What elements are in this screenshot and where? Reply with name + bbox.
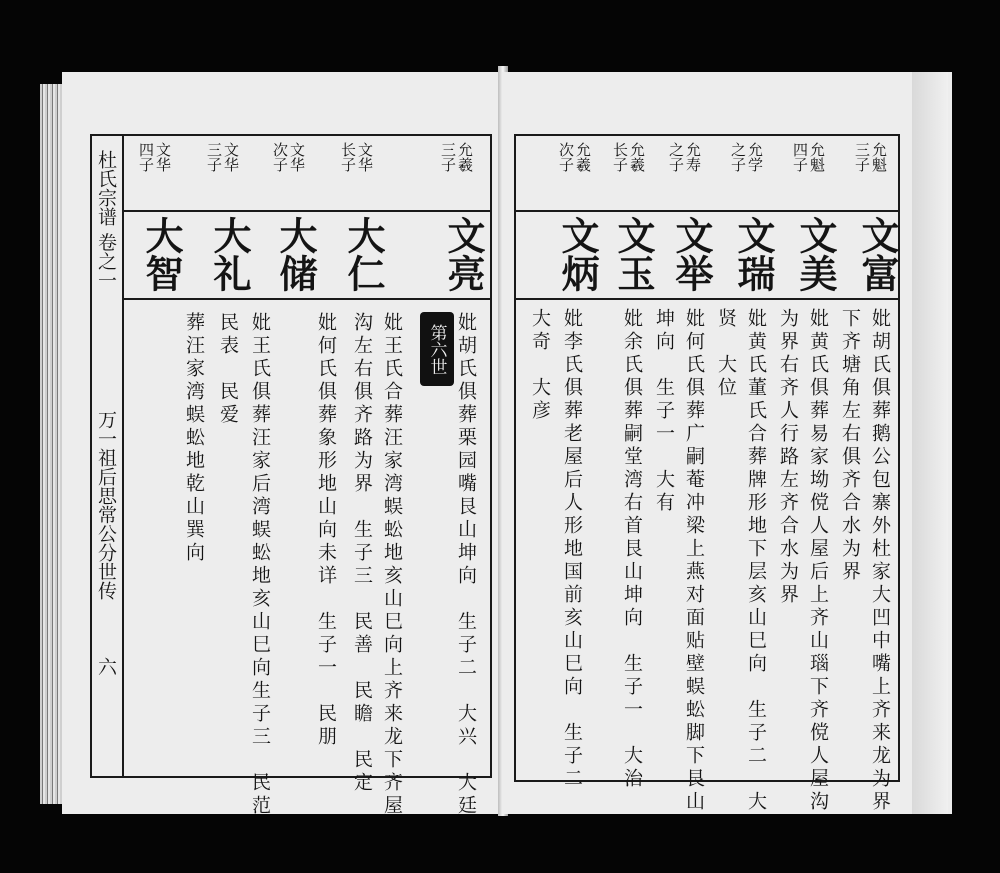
ancestor-name: 文瑞 [731,216,776,292]
entry-text: 妣何氏俱葬象形地山向未详 生子一 民朋 [315,312,337,749]
entry-text: 妣胡氏俱葬鹅公包寨外杜家大凹中嘴上齐来龙为界 [869,308,891,814]
parent-label [440,142,472,172]
parent-name: 允学 [746,142,764,172]
entry-text: 下齐塘角左右俱齐合水为界 [839,308,861,584]
parent-relation: 长子 [339,142,357,172]
left-header-rule [122,210,490,212]
ancestor-name: 文美 [793,216,838,292]
entry-text: 沟左右俱齐路为界 生子三 民善 民瞻 民定 [351,312,373,795]
section-title: 万一祖后思常公分世传 [95,410,117,600]
entry-text: 妣李氏俱葬老屋后人形地国前亥山巳向 生子二 [561,308,583,791]
parent-label [138,142,170,172]
parent-relation: 四子 [137,142,155,172]
parent-label [206,142,238,172]
parent-label [340,142,372,172]
ancestor-name: 文亮 [441,216,486,292]
parent-relation: 次子 [557,142,575,172]
parent-relation: 长子 [611,142,629,172]
parent-name: 文华 [356,142,374,172]
next-page-strip [912,72,948,814]
parent-relation: 次子 [271,142,289,172]
entry-text: 妣黄氏俱葬易家坳傥人屋后上齐山瑙下齐傥人屋沟 [807,308,829,814]
right-name-rule [514,298,898,300]
parent-label [668,142,700,172]
page-edges [40,84,64,804]
right-page [502,72,952,814]
parent-label [792,142,824,172]
entry-text: 为界右齐人行路左齐合水为界 [777,308,799,607]
parent-label [558,142,590,172]
entry-text: 葬汪家湾蜈蚣地乾山巽向 [183,312,205,565]
parent-relation: 三子 [439,142,457,172]
ancestor-name: 文炳 [555,216,600,292]
entry-text: 妣何氏俱葬广嗣菴冲梁上燕对面贴壁蜈蚣脚下艮山 [683,308,705,814]
parent-label [730,142,762,172]
entry-text: 妣胡氏俱葬栗园嘴艮山坤向 生子二 大兴 大廷 [455,312,477,818]
book-title: 杜氏宗谱 卷之一 [95,150,117,290]
ancestor-name: 大礼 [207,216,252,292]
ancestor-name: 大储 [273,216,318,292]
ancestor-name: 文玉 [611,216,656,292]
parent-relation: 之子 [667,142,685,172]
parent-label [272,142,304,172]
entry-text: 妣王氏俱葬汪家后湾蜈蚣地亥山巳向生子三 民范 [249,312,271,818]
parent-name: 文华 [288,142,306,172]
left-name-rule [122,298,490,300]
entry-text: 妣余氏俱葬嗣堂湾右首艮山坤向 生子一 大治 [621,308,643,791]
generation-badge: 第六世 [420,312,454,386]
parent-name: 允寿 [684,142,702,172]
parent-relation: 四子 [791,142,809,172]
parent-label [854,142,886,172]
page-number: 六 [95,657,117,676]
parent-relation: 三子 [853,142,871,172]
ancestor-name: 大仁 [341,216,386,292]
ancestor-name: 大智 [139,216,184,292]
ancestor-name: 文举 [669,216,714,292]
parent-label [612,142,644,172]
parent-name: 允魁 [870,142,888,172]
entry-text: 坤向 生子一 大有 [653,308,675,515]
parent-name: 允羲 [628,142,646,172]
genealogy-book [40,62,960,822]
entry-text: 大奇 大彦 [529,308,551,423]
parent-name: 允羲 [574,142,592,172]
parent-name: 允羲 [456,142,474,172]
left-page [62,72,502,818]
right-header-rule [514,210,898,212]
parent-relation: 之子 [729,142,747,172]
parent-name: 文华 [154,142,172,172]
parent-name: 允魁 [808,142,826,172]
ancestor-name: 文富 [855,216,900,292]
left-spine-rule [122,134,124,776]
entry-text: 民表 民爱 [217,312,239,427]
entry-text: 贤 大位 [715,308,737,400]
parent-name: 文华 [222,142,240,172]
entry-text: 妣黄氏董氏合葬牌形地下层亥山巳向 生子二 大 [745,308,767,814]
entry-text: 妣王氏合葬汪家湾蜈蚣地亥山巳向上齐来龙下齐屋 [381,312,403,818]
parent-relation: 三子 [205,142,223,172]
